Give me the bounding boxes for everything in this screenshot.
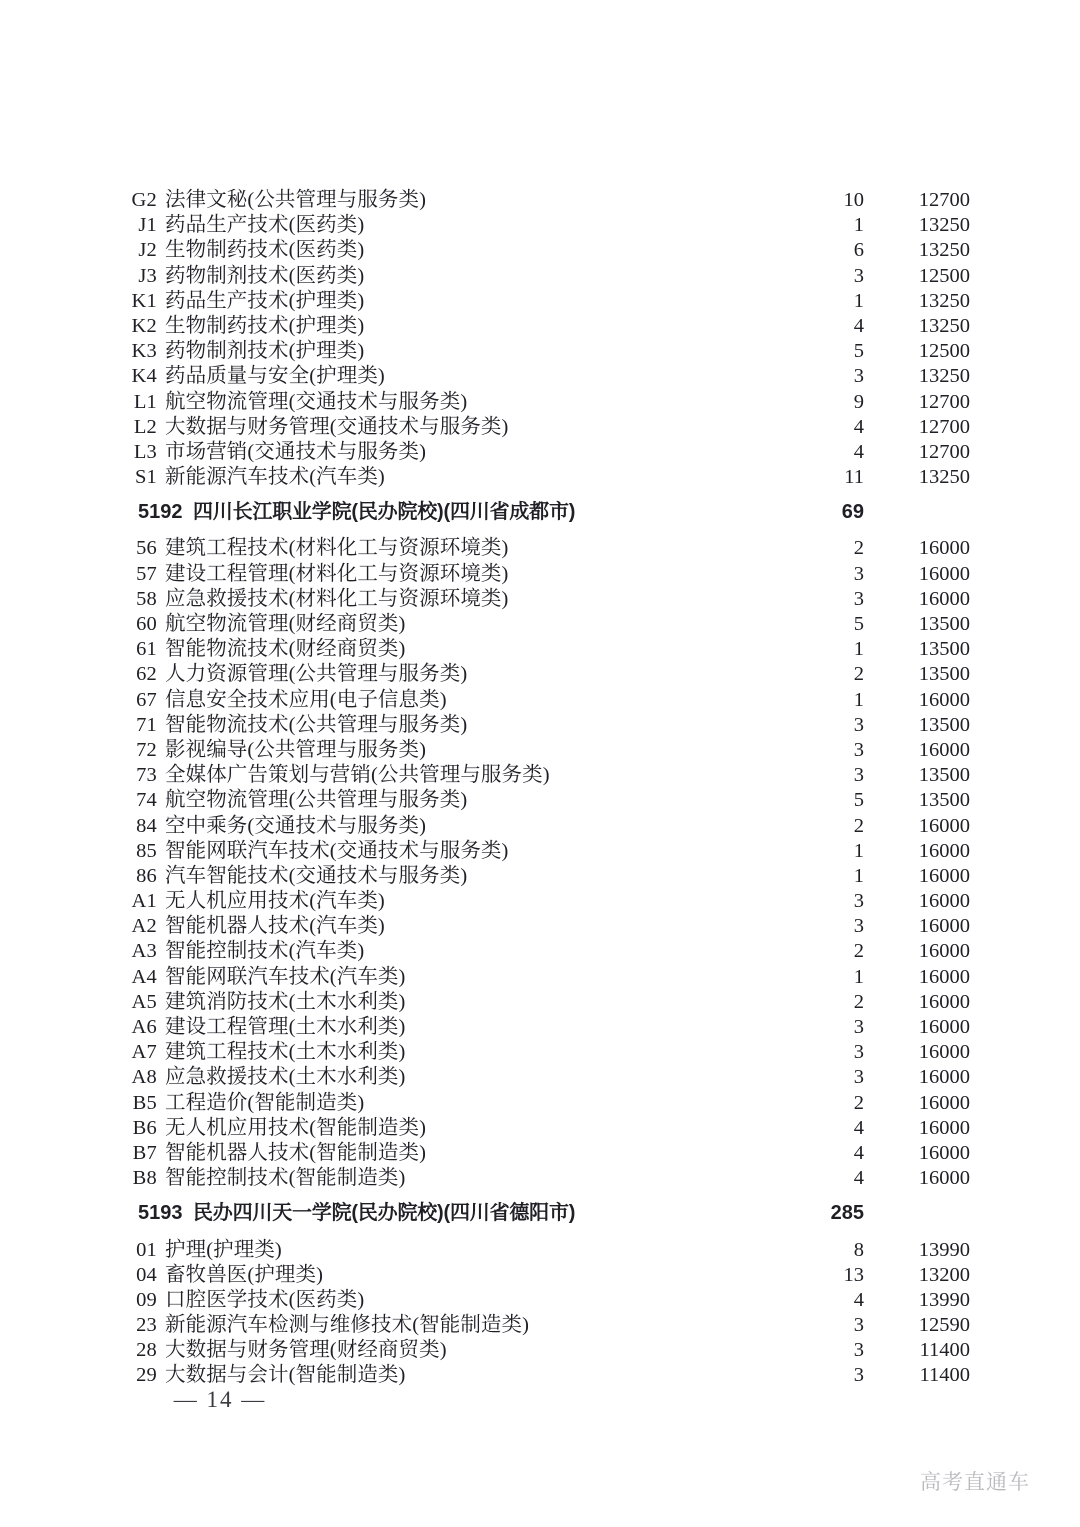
major-code: A1 [131,890,157,913]
major-name: 大数据与财务管理(财经商贸类) [165,1339,447,1362]
major-tuition-fee: 13990 [918,1238,970,1261]
school-total-count: 285 [830,1202,864,1225]
major-code: K4 [131,365,157,388]
major-plan-count: 3 [853,264,864,287]
major-code: B7 [132,1141,157,1164]
major-plan-count: 3 [853,1041,864,1064]
major-code: A4 [131,965,157,988]
major-code: 01 [136,1238,157,1261]
major-tuition-fee: 13500 [918,638,970,661]
major-plan-count: 3 [853,1314,864,1337]
major-tuition-fee: 13500 [918,613,970,635]
major-tuition-fee: 16000 [918,1116,970,1139]
major-plan-count: 5 [853,789,864,812]
major-code: A2 [131,915,157,938]
major-row [130,530,970,560]
major-tuition-fee: 16000 [918,990,970,1013]
major-code: B6 [132,1116,157,1139]
major-tuition-fee: 13250 [918,289,970,312]
major-name: 生物制药技术(护理类) [165,314,365,337]
major-tuition-fee: 16000 [918,1091,970,1114]
major-name: 药品生产技术(护理类) [165,289,365,312]
major-tuition-fee: 16000 [918,940,970,963]
major-code: A7 [131,1041,157,1064]
major-plan-count: 4 [853,1167,864,1190]
major-name: 药物制剂技术(医药类) [165,264,365,287]
major-plan-count: 1 [853,289,864,312]
major-code: 61 [136,638,157,661]
major-name: 无人机应用技术(汽车类) [165,890,385,913]
major-name: 市场营销(交通技术与服务类) [165,440,427,463]
major-name: 全媒体广告策划与营销(公共管理与服务类) [165,764,550,787]
major-code: 62 [136,663,157,686]
major-name: 智能物流技术(财经商贸类) [165,638,406,661]
major-tuition-fee: 16000 [918,688,970,711]
school-header-row [130,1196,970,1225]
major-name: 大数据与财务管理(交通技术与服务类) [165,415,509,438]
major-plan-count: 3 [853,764,864,787]
major-code: 58 [136,587,157,610]
major-tuition-fee: 16000 [918,738,970,761]
major-plan-count: 1 [853,864,864,887]
major-code: 09 [136,1288,157,1311]
major-plan-count: 4 [853,1288,864,1311]
major-name: 智能控制技术(汽车类) [165,940,365,963]
major-row [130,182,970,211]
major-name: 智能网联汽车技术(汽车类) [165,965,406,988]
major-code: L2 [133,415,157,438]
major-plan-count: 2 [853,537,864,560]
major-tuition-fee: 12590 [918,1314,970,1337]
major-code: J1 [138,214,157,237]
major-tuition-fee: 12500 [918,340,970,363]
major-plan-count: 2 [853,814,864,837]
major-plan-count: 5 [853,340,864,363]
major-tuition-fee: 13250 [918,466,970,489]
major-name: 药品生产技术(医药类) [165,214,365,237]
major-tuition-fee: 12700 [918,189,970,211]
major-tuition-fee: 13500 [918,789,970,812]
major-name: 工程造价(智能制造类) [165,1091,365,1114]
major-plan-count: 3 [853,738,864,761]
major-code: B5 [132,1091,157,1114]
school-name: 四川长江职业学院(民办院校)(四川省成都市) [193,501,576,524]
major-code: 57 [136,562,157,585]
school-code: 5192 [138,501,183,524]
major-tuition-fee: 12700 [918,415,970,438]
major-code: K1 [131,289,157,312]
major-code: 04 [136,1263,157,1286]
enrollment-plan-listing [130,182,970,1387]
major-tuition-fee: 16000 [918,537,970,560]
school-name: 民办四川天一学院(民办院校)(四川省德阳市) [193,1202,576,1225]
major-tuition-fee: 16000 [918,915,970,938]
major-plan-count: 3 [853,1364,864,1387]
major-plan-count: 2 [853,1091,864,1114]
major-plan-count: 5 [853,613,864,635]
major-code: 29 [136,1364,157,1387]
major-plan-count: 3 [853,365,864,388]
major-code: 84 [136,814,157,837]
major-name: 大数据与会计(智能制造类) [165,1364,406,1387]
major-plan-count: 11 [844,466,864,489]
major-tuition-fee: 13250 [918,239,970,262]
major-tuition-fee: 12700 [918,390,970,413]
major-plan-count: 3 [853,1016,864,1038]
major-name: 汽车智能技术(交通技术与服务类) [165,864,468,887]
major-code: 85 [136,839,157,862]
major-plan-count: 1 [853,965,864,988]
major-code: J2 [138,239,157,262]
major-name: 建设工程管理(土木水利类) [165,1016,406,1038]
major-plan-count: 13 [843,1263,864,1286]
major-plan-count: 3 [853,1066,864,1089]
major-code: K3 [131,340,157,363]
major-name: 生物制药技术(医药类) [165,239,365,262]
major-tuition-fee: 11400 [919,1364,970,1387]
major-tuition-fee: 13250 [918,214,970,237]
major-code: 74 [136,789,157,812]
major-code: 23 [136,1314,157,1337]
major-name: 应急救援技术(材料化工与资源环境类) [165,587,509,610]
major-plan-count: 3 [853,890,864,913]
major-tuition-fee: 13200 [918,1263,970,1286]
major-name: 药物制剂技术(护理类) [165,340,365,363]
major-tuition-fee: 13250 [918,365,970,388]
major-plan-count: 3 [853,915,864,938]
major-name: 影视编导(公共管理与服务类) [165,738,427,761]
major-plan-count: 2 [853,663,864,686]
major-code: L3 [133,440,157,463]
major-name: 无人机应用技术(智能制造类) [165,1116,427,1139]
major-code: 60 [136,613,157,635]
major-plan-count: 10 [843,189,864,211]
major-plan-count: 4 [853,314,864,337]
major-name: 新能源汽车技术(汽车类) [165,466,385,489]
major-code: B8 [132,1167,157,1190]
major-code: 73 [136,764,157,787]
major-plan-count: 1 [853,688,864,711]
major-name: 新能源汽车检测与维修技术(智能制造类) [165,1314,530,1337]
major-tuition-fee: 16000 [918,890,970,913]
major-tuition-fee: 16000 [918,1041,970,1064]
major-plan-count: 1 [853,214,864,237]
major-tuition-fee: 13500 [918,764,970,787]
major-plan-count: 3 [853,1339,864,1362]
major-row [130,1232,970,1261]
major-tuition-fee: 12700 [918,440,970,463]
major-tuition-fee: 16000 [918,1066,970,1089]
major-tuition-fee: 16000 [918,965,970,988]
major-name: 建筑工程技术(土木水利类) [165,1041,406,1064]
major-tuition-fee: 11400 [919,1339,970,1362]
major-name: 空中乘务(交通技术与服务类) [165,814,427,837]
major-code: K2 [131,314,157,337]
major-code: A5 [131,990,157,1013]
school-code: 5193 [138,1202,183,1225]
major-code: L1 [133,390,157,413]
major-code: A6 [131,1016,157,1038]
major-code: J3 [138,264,157,287]
school-header-row [130,495,970,524]
major-code: 28 [136,1339,157,1362]
major-plan-count: 2 [853,990,864,1013]
major-plan-count: 3 [853,713,864,736]
major-plan-count: 4 [853,1141,864,1164]
major-plan-count: 4 [853,415,864,438]
major-tuition-fee: 16000 [918,562,970,585]
major-name: 药品质量与安全(护理类) [165,365,385,388]
major-plan-count: 3 [853,562,864,585]
major-code: G2 [131,189,157,211]
major-code: 67 [136,688,157,711]
major-plan-count: 1 [853,839,864,862]
major-name: 航空物流管理(公共管理与服务类) [165,789,468,812]
major-tuition-fee: 13990 [918,1288,970,1311]
major-name: 法律文秘(公共管理与服务类) [165,189,427,211]
major-plan-count: 8 [853,1238,864,1261]
major-tuition-fee: 13250 [918,314,970,337]
major-tuition-fee: 16000 [918,1167,970,1190]
major-plan-count: 3 [853,587,864,610]
watermark-label: 高考直通车 [920,1471,1030,1494]
major-name: 智能物流技术(公共管理与服务类) [165,713,468,736]
major-name: 智能机器人技术(智能制造类) [165,1141,427,1164]
major-name: 建筑消防技术(土木水利类) [165,990,406,1013]
major-tuition-fee: 13500 [918,663,970,686]
major-plan-count: 4 [853,440,864,463]
major-tuition-fee: 12500 [918,264,970,287]
major-plan-count: 1 [853,638,864,661]
major-tuition-fee: 16000 [918,814,970,837]
major-plan-count: 4 [853,1116,864,1139]
major-plan-count: 6 [853,239,864,262]
major-code: 86 [136,864,157,887]
major-tuition-fee: 16000 [918,864,970,887]
school-total-count: 69 [841,501,864,524]
major-name: 航空物流管理(交通技术与服务类) [165,390,468,413]
major-name: 口腔医学技术(医药类) [165,1288,365,1311]
major-tuition-fee: 16000 [918,1016,970,1038]
major-name: 建设工程管理(材料化工与资源环境类) [165,562,509,585]
major-name: 畜牧兽医(护理类) [165,1263,324,1286]
major-code: 72 [136,738,157,761]
major-code: A8 [131,1066,157,1089]
major-plan-count: 9 [853,390,864,413]
major-tuition-fee: 13500 [918,713,970,736]
major-tuition-fee: 16000 [918,839,970,862]
major-tuition-fee: 16000 [918,1141,970,1164]
major-tuition-fee: 16000 [918,587,970,610]
page-number: — 14 — [173,1387,267,1412]
major-name: 智能网联汽车技术(交通技术与服务类) [165,839,509,862]
major-code: S1 [134,466,157,489]
major-name: 建筑工程技术(材料化工与资源环境类) [165,537,509,560]
major-name: 航空物流管理(财经商贸类) [165,613,406,635]
major-code: 56 [136,537,157,560]
major-name: 应急救援技术(土木水利类) [165,1066,406,1089]
major-name: 智能机器人技术(汽车类) [165,915,385,938]
major-plan-count: 2 [853,940,864,963]
major-name: 信息安全技术应用(电子信息类) [165,688,447,711]
major-code: A3 [131,940,157,963]
major-name: 护理(护理类) [165,1238,282,1261]
major-name: 智能控制技术(智能制造类) [165,1167,406,1190]
major-name: 人力资源管理(公共管理与服务类) [165,663,468,686]
major-code: 71 [136,713,157,736]
